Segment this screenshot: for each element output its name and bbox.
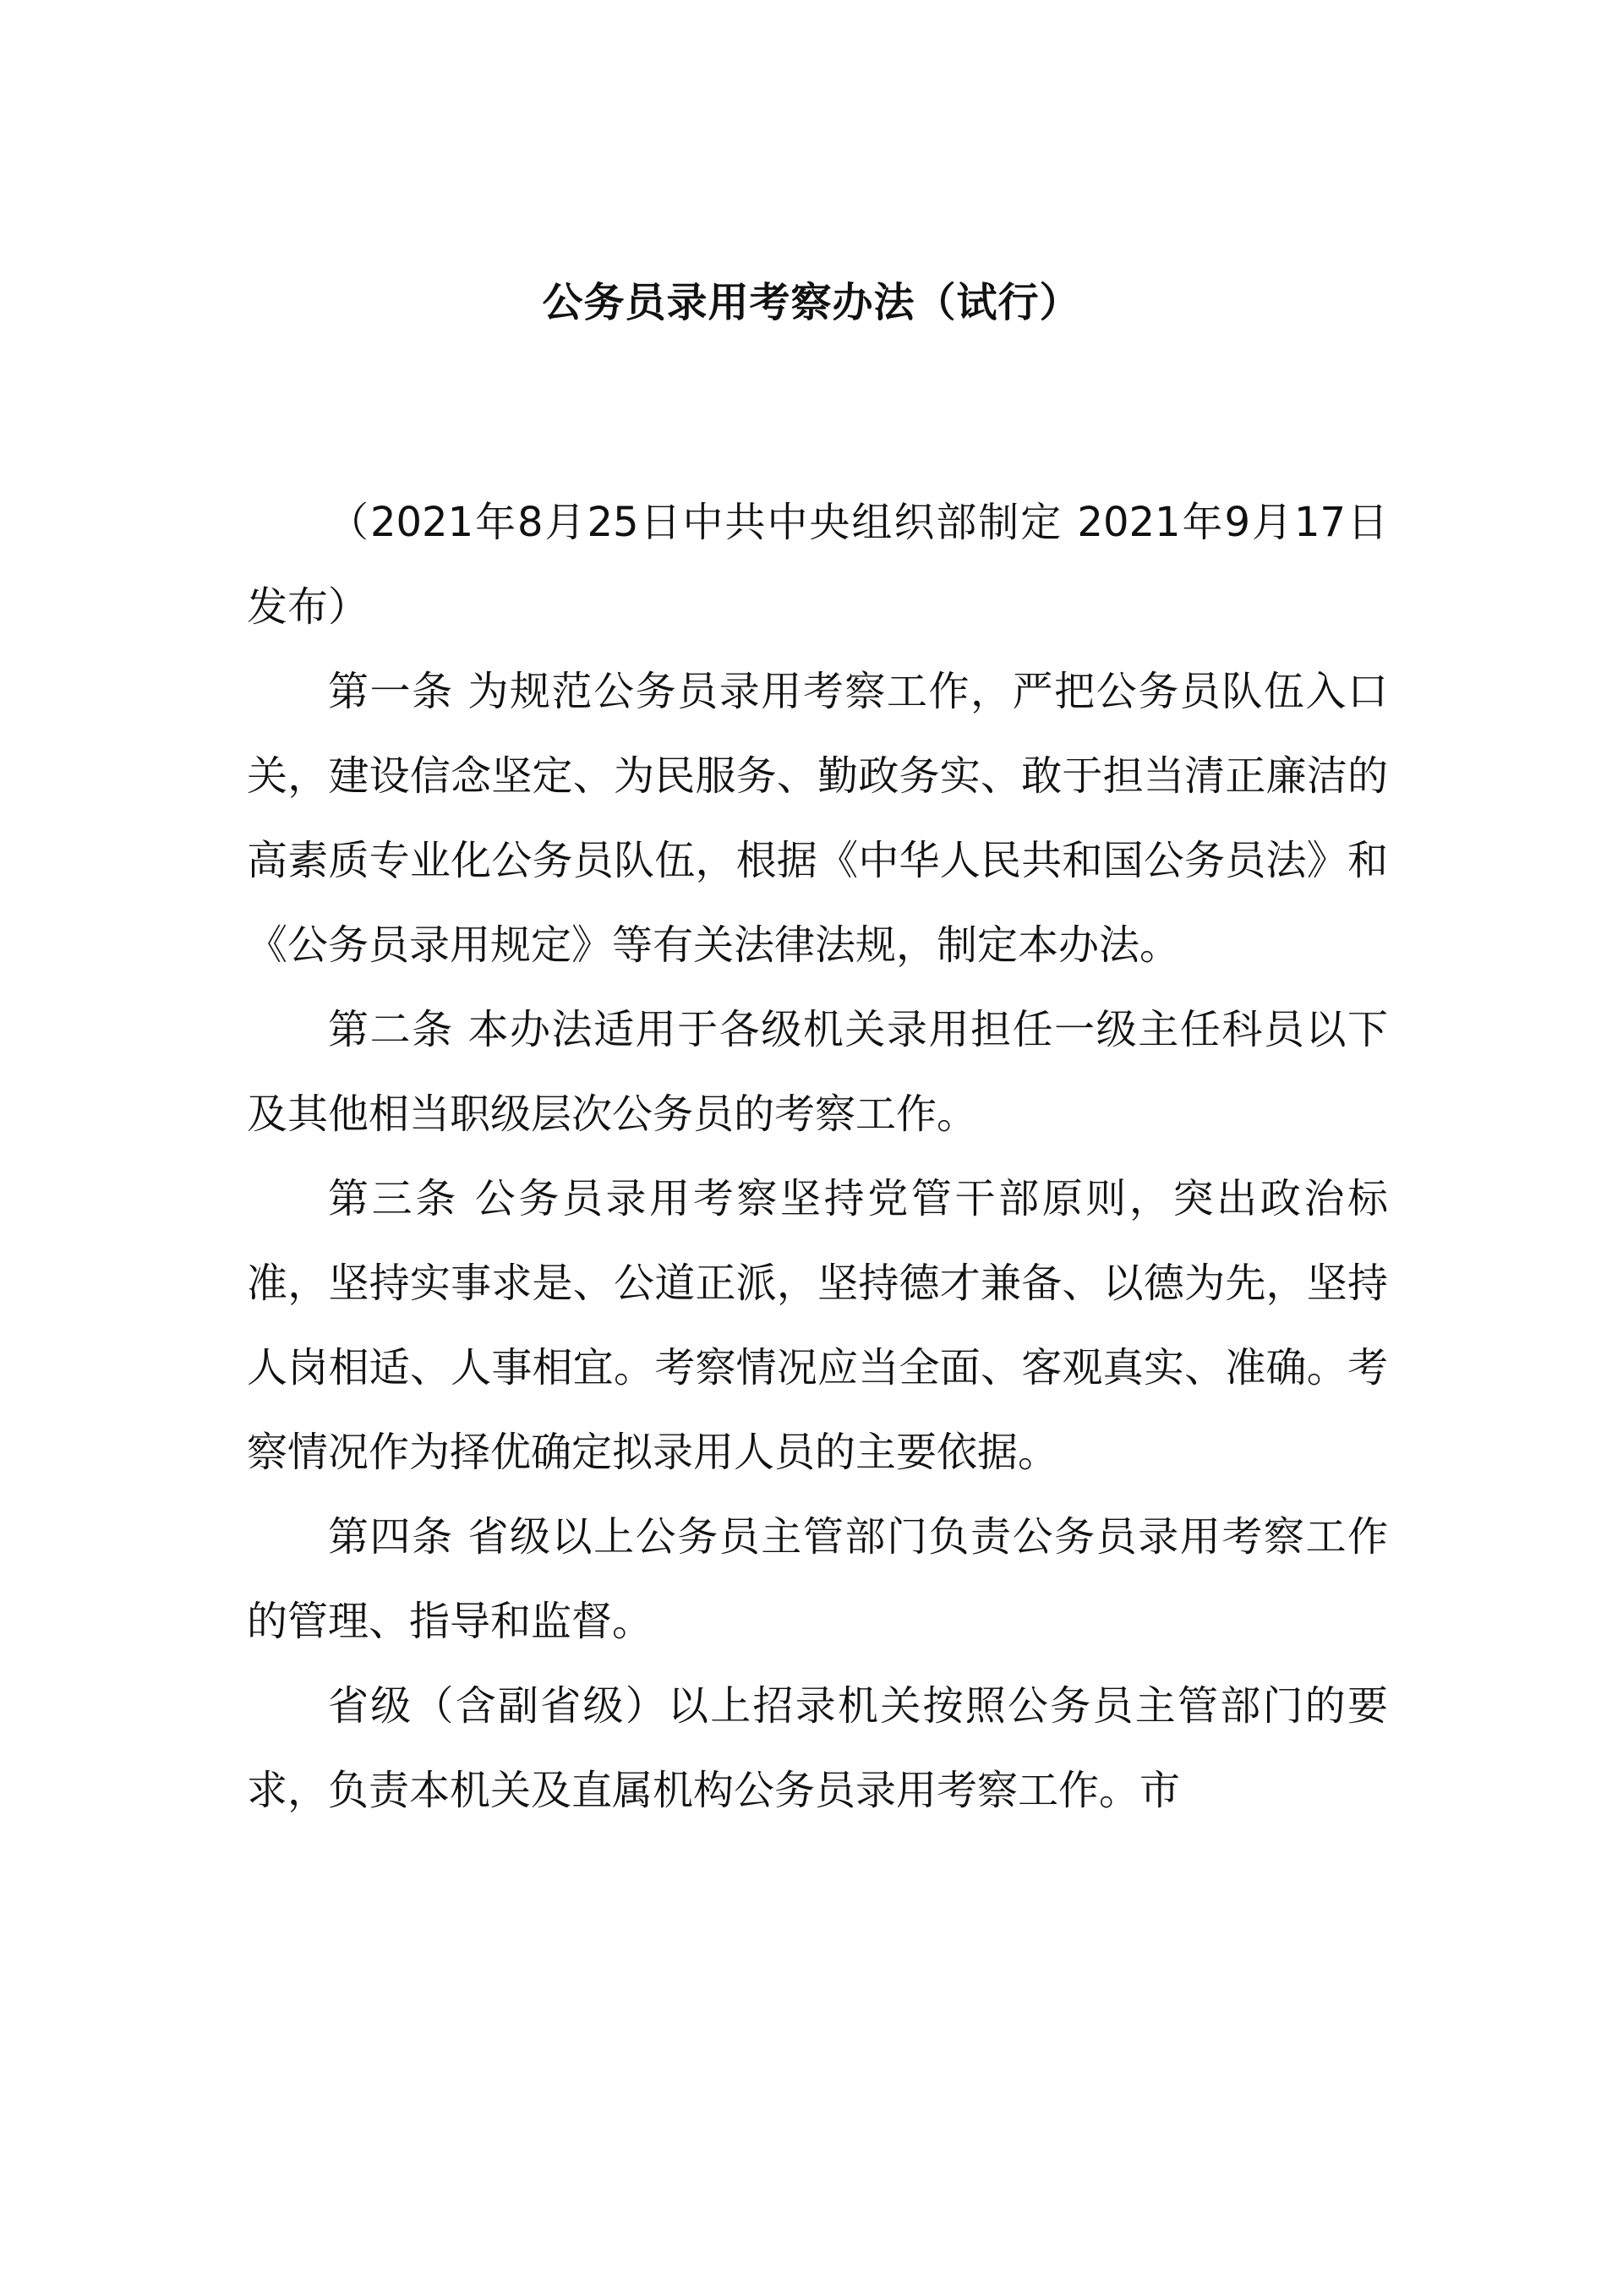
article-1: 第一条 为规范公务员录用考察工作，严把公务员队伍入口关，建设信念坚定、为民服务、勤政务实、敢于担当清正廉洁的高素质专业化公务员队伍，根据《中华人民共和国公务员法》和《公务员录用规定》等有关法律法规，制定本办法。 bbox=[247, 668, 1388, 969]
issuance-note: （2021年8月25日中共中央组织部制定 2021年9月17日发布） bbox=[247, 499, 1388, 631]
article-4-paragraph-2: 省级（含副省级）以上招录机关按照公务员主管部门的要求，负责本机关及直属机构公务员录用考察工作。市 bbox=[247, 1682, 1388, 1814]
article-2: 第二条 本办法适用于各级机关录用担任一级主任科员以下及其他相当职级层次公务员的考察工作。 bbox=[247, 1006, 1388, 1138]
document-body bbox=[247, 480, 1388, 1833]
document-title: 公务员录用考察办法（试行） bbox=[542, 279, 1081, 326]
article-4: 第四条 省级以上公务员主管部门负责公务员录用考察工作的管理、指导和监督。 bbox=[247, 1513, 1388, 1645]
article-3: 第三条 公务员录用考察坚持党管干部原则，突出政治标准，坚持实事求是、公道正派，坚持德才兼备、以德为先，坚持人岗相适、人事相宜。考察情况应当全面、客观真实、准确。考察情况作为择优确定拟录用人员的主要依据。 bbox=[247, 1175, 1388, 1476]
